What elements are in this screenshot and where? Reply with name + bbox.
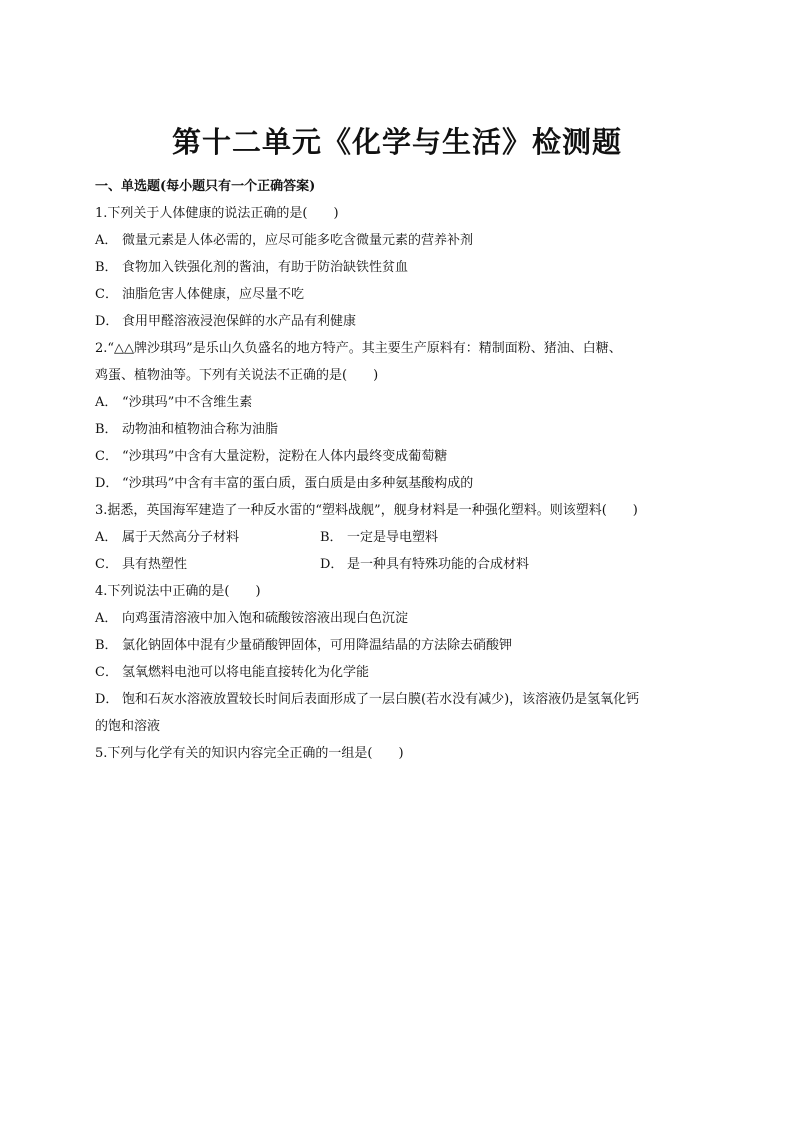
question-4	[95, 578, 705, 740]
option-label: D．	[95, 692, 119, 707]
option-row-ab	[95, 524, 705, 551]
option-label: C．	[95, 557, 118, 572]
option-text: 是一种具有特殊功能的合成材料	[347, 557, 530, 572]
option-label: A．	[95, 530, 118, 545]
option-text: 氯化钠固体中混有少量硝酸钾固体，可用降温结晶的方法除去硝酸钾	[122, 638, 513, 653]
option-text: 向鸡蛋清溶液中加入饱和硫酸铵溶液出现白色沉淀	[122, 611, 409, 626]
option-c	[95, 443, 705, 470]
option-label: B．	[320, 530, 343, 545]
option-d	[95, 470, 705, 497]
question-list	[95, 173, 705, 767]
option-label: C．	[95, 287, 118, 302]
option-label: B．	[95, 638, 118, 653]
option-text: “沙琪玛”中含有丰富的蛋白质，蛋白质是由多种氨基酸构成的	[122, 476, 474, 491]
question-stem: 1.下列关于人体健康的说法正确的是( )	[95, 206, 339, 221]
option-label: A．	[95, 611, 118, 626]
option-text: 一定是导电塑料	[347, 530, 439, 545]
option-text: “沙琪玛”中含有大量淀粉，淀粉在人体内最终变成葡萄糖	[122, 449, 448, 464]
option-label: A．	[95, 233, 118, 248]
option-label: D．	[95, 476, 119, 491]
option-text: 氢氧燃料电池可以将电能直接转化为化学能	[122, 665, 370, 680]
document-title: 第十二单元《化学与生活》检测题	[171, 125, 622, 159]
option-a	[95, 389, 705, 416]
question-stem: 3.据悉，英国海军建造了一种反水雷的“塑料战舰”，舰身材料是一种强化塑料。则该塑料( )	[95, 503, 638, 518]
option-label: C．	[95, 449, 118, 464]
option-text: “沙琪玛”中不含维生素	[122, 395, 253, 410]
option-text: 属于天然高分子材料	[122, 530, 240, 545]
option-text: 具有热塑性	[122, 557, 188, 572]
option-c	[95, 659, 705, 686]
option-label: B．	[95, 260, 118, 275]
option-label: D．	[320, 557, 344, 572]
option-label: D．	[95, 314, 119, 329]
question-stem: 2.“△△牌沙琪玛”是乐山久负盛名的地方特产。其主要生产原料有：精制面粉、猪油、白糖、	[95, 341, 622, 356]
option-text: 微量元素是人体必需的，应尽可能多吃含微量元素的营养补剂	[122, 233, 474, 248]
question-5	[95, 740, 705, 767]
option-b	[95, 254, 705, 281]
option-label: C．	[95, 665, 118, 680]
option-a	[95, 524, 320, 551]
question-stem: 5.下列与化学有关的知识内容完全正确的一组是( )	[95, 746, 404, 761]
option-text: 油脂危害人体健康，应尽量不吃	[122, 287, 305, 302]
option-a	[95, 227, 705, 254]
question-1	[95, 200, 705, 335]
option-b	[95, 416, 705, 443]
question-stem-continued: 鸡蛋、植物油等。下列有关说法不正确的是( )	[95, 368, 379, 383]
option-text: 动物油和植物油合称为油脂	[122, 422, 279, 437]
question-3	[95, 497, 705, 578]
option-b	[95, 632, 705, 659]
section-heading: 一、单选题(每小题只有一个正确答案)	[95, 179, 316, 194]
option-row-cd	[95, 551, 705, 578]
option-d-continued: 的饱和溶液	[95, 719, 161, 734]
option-d	[95, 308, 705, 335]
option-a	[95, 605, 705, 632]
option-b	[320, 524, 438, 551]
option-text: 食用甲醛溶液浸泡保鲜的水产品有利健康	[122, 314, 357, 329]
option-label: B．	[95, 422, 118, 437]
option-c	[95, 281, 705, 308]
option-label: A．	[95, 395, 118, 410]
option-text: 食物加入铁强化剂的酱油，有助于防治缺铁性贫血	[122, 260, 409, 275]
option-text: 饱和石灰水溶液放置较长时间后表面形成了一层白膜(若水没有减少)，该溶液仍是氢氧化钙	[122, 692, 640, 707]
question-2	[95, 335, 705, 497]
option-d	[320, 551, 529, 578]
question-stem: 4.下列说法中正确的是( )	[95, 584, 261, 599]
option-d	[95, 686, 705, 713]
option-c	[95, 551, 320, 578]
